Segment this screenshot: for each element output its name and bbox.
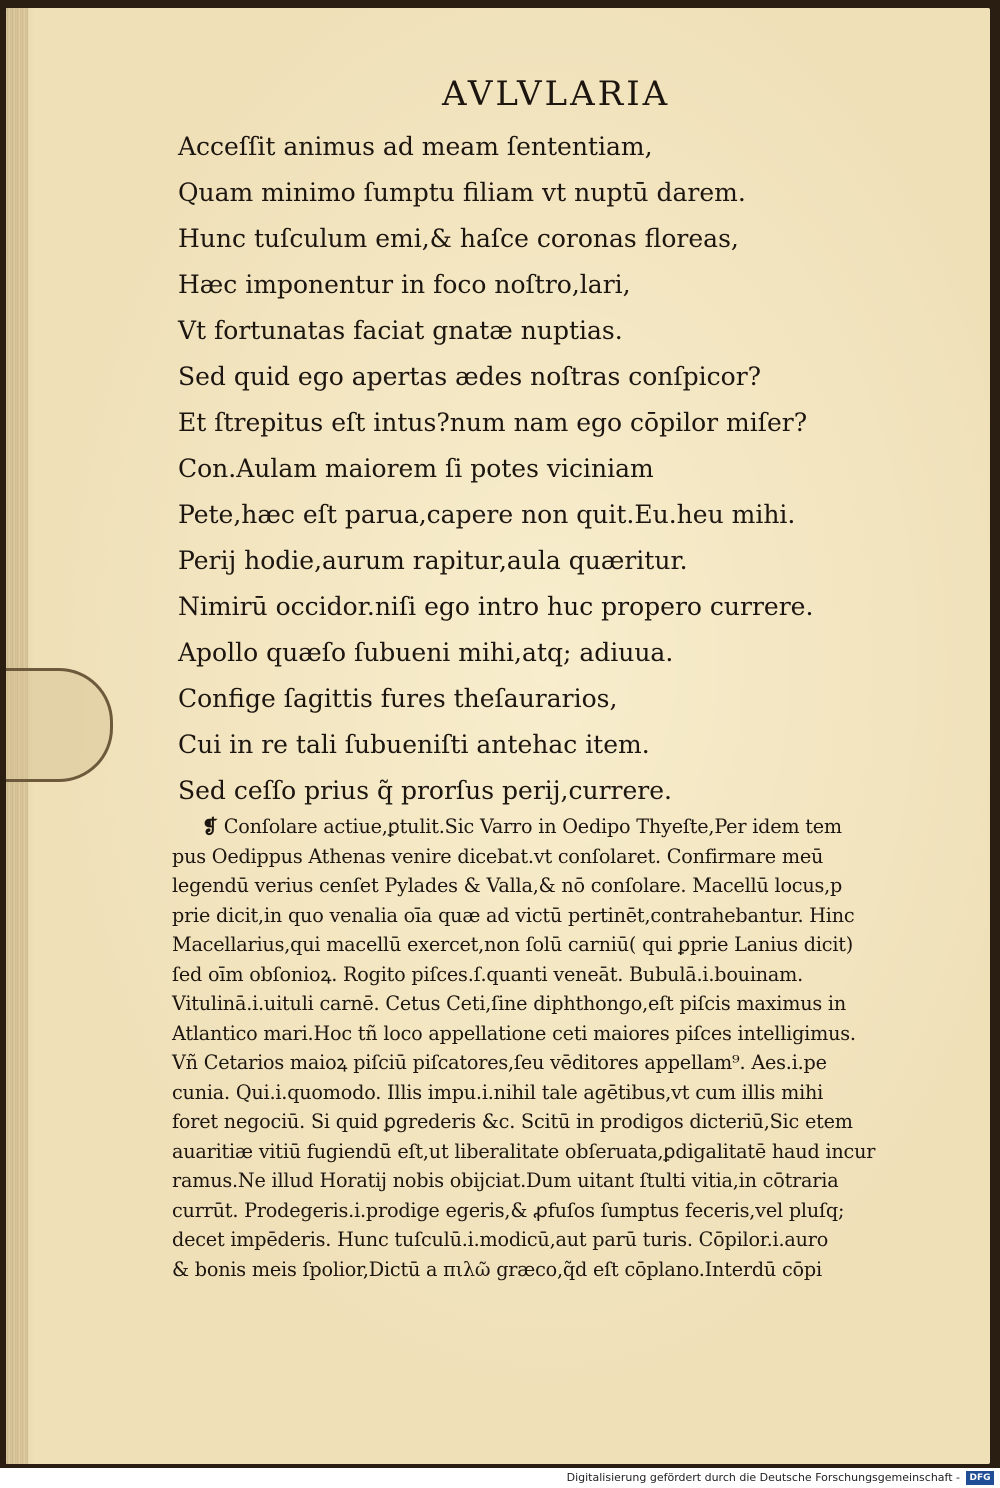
page-clip-tab — [6, 668, 113, 782]
commentary-line: auaritiæ vitiū fugiendū eſt,ut liberalitate obſeruata,ꝑdigalitatē haud incur — [172, 1139, 876, 1163]
footer-text: Digitalisierung gefördert durch die Deutsche Forschungsgemeinschaft - — [566, 1471, 960, 1484]
commentary-line: Macellarius,qui macellū exercet,non ſolū carniū( qui ꝑprie Lanius dicit) — [172, 933, 854, 956]
verse-line: Quam minimo ſumptu filiam vt nuptū darem. — [178, 178, 746, 207]
commentary-line: foret negociū. Si quid ꝑgrederis &c. Scitū in prodigos dicteriū,Sic etem — [172, 1110, 853, 1133]
verse-line: Et ſtrepitus eſt intus?num nam ego cōpilor miſer? — [178, 408, 808, 437]
verse-line: Perij hodie,aurum rapitur,aula quæritur. — [178, 546, 688, 575]
verse-block — [178, 124, 878, 814]
verse-line: Vt fortunatas faciat gnatæ nuptias. — [178, 316, 623, 345]
commentary-line: legendū verius cenſet Pylades & Valla,& nō conſolare. Macellū locus,p — [172, 874, 843, 897]
verse-line: Hunc tuſculum emi,& haſce coronas floreas, — [178, 224, 739, 253]
commentary-line-text: Conſolare actiue,ꝑtulit.Sic Varro in Oedipo Thyeſte,Per idem tem — [223, 815, 842, 838]
commentary-block — [172, 812, 942, 1284]
attribution-footer — [0, 1468, 1000, 1488]
commentary-line: pus Oedippus Athenas venire dicebat.vt conſolaret. Confirmare meū — [172, 844, 824, 868]
verse-line: Nimirū occidor.niſi ego intro huc propero currere. — [178, 592, 814, 621]
commentary-line: ramus.Ne illud Horatij nobis obijciat.Dum uitant ſtulti vitia,in cōtraria — [172, 1169, 839, 1192]
verse-line: Hæc imponentur in foco noſtro,lari, — [178, 270, 631, 299]
commentary-line: ſed oīm obſonioꝝ. Rogito piſces.ſ.quanti veneāt. Bubulā.i.bouinam. — [172, 962, 804, 986]
commentary-line: Vñ Cetarios maioꝝ piſciū piſcatores,ſeu vēditores appellam⁹. Aes.i.pe — [172, 1051, 827, 1074]
commentary-line: prie dicit,in quo venalia oīa quæ ad victū pertinēt,contrahebantur. Hinc — [172, 903, 855, 927]
verse-line: Sed quid ego apertas ædes noſtras conſpicor? — [178, 362, 762, 391]
verse-line: Cui in re tali ſubueniſti antehac item. — [178, 730, 650, 759]
verse-line: Confige ſagittis fures theſaurarios, — [178, 684, 618, 713]
dfg-logo[interactable]: DFG — [966, 1471, 994, 1485]
book-page — [6, 8, 990, 1464]
verse-line: Apollo quæſo ſubueni mihi,atq; adiuua. — [178, 638, 674, 667]
verse-line: Acceſſit animus ad meam ſententiam, — [178, 132, 653, 161]
commentary-line: & bonis meis ſpolior,Dictū a πιλῶ græco,q̃d eſt cōplano.Interdū cōpi — [172, 1257, 822, 1281]
commentary-line: cunia. Qui.i.quomodo. Illis impu.i.nihil tale agētibus,vt cum illis mihi — [172, 1080, 824, 1104]
commentary-line: currūt. Prodegeris.i.prodige egeris,& ꝓfuſos ſumptus feceris,vel pluſq; — [172, 1198, 845, 1222]
commentary-line — [172, 812, 942, 842]
verse-line: Pete,hæc eſt parua,capere non quit.Eu.heu mihi. — [178, 500, 796, 529]
running-head: AVLVLARIA — [442, 74, 671, 114]
verse-line: Con.Aulam maiorem ſi potes viciniam — [178, 454, 654, 483]
pilcrow-icon: ❡ — [202, 815, 218, 838]
commentary-line: decet impēderis. Hunc tuſculū.i.modicū,aut parū turis. Cōpilor.i.auro — [172, 1228, 829, 1251]
commentary-line: Atlantico mari.Hoc tñ loco appellatione ceti maiores piſces intelligimus. — [172, 1021, 856, 1045]
commentary-line: Vitulinā.i.uituli carnē. Cetus Ceti,ſine diphthongo,eſt piſcis maximus in — [172, 992, 846, 1015]
verse-line: Sed ceſſo prius q̃ prorſus perij,currere. — [178, 776, 672, 805]
